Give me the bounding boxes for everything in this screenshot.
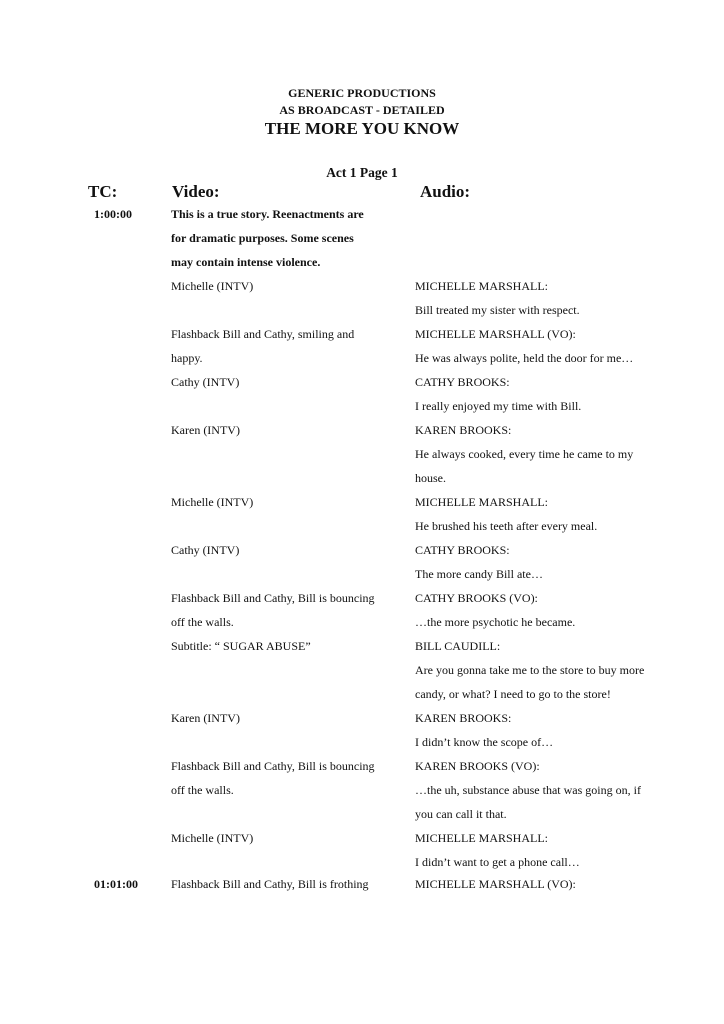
video-line: Michelle (INTV)	[171, 495, 254, 509]
video-line: Karen (INTV)	[171, 711, 240, 725]
audio-line: KAREN BROOKS (VO):	[415, 759, 540, 773]
audio-line: I didn’t know the scope of…	[415, 735, 554, 749]
video-column-header: Video:	[172, 182, 220, 201]
video-line: off the walls.	[171, 615, 234, 629]
video-line: Michelle (INTV)	[171, 831, 254, 845]
audio-line: you can call it that.	[415, 807, 507, 821]
audio-line: CATHY BROOKS:	[415, 543, 510, 557]
show-title: THE MORE YOU KNOW	[264, 119, 460, 138]
document-type: AS BROADCAST - DETAILED	[279, 103, 445, 117]
audio-line: KAREN BROOKS:	[415, 423, 512, 437]
audio-line: MICHELLE MARSHALL:	[415, 495, 548, 509]
act-page-label: Act 1 Page 1	[326, 165, 398, 180]
video-line: This is a true story. Reenactments are	[171, 207, 364, 221]
audio-line: The more candy Bill ate…	[415, 567, 543, 581]
audio-line: …the uh, substance abuse that was going on, if	[415, 783, 641, 797]
video-line: off the walls.	[171, 783, 234, 797]
audio-line: …the more psychotic he became.	[415, 615, 576, 629]
video-line: Michelle (INTV)	[171, 279, 254, 293]
video-line: Flashback Bill and Cathy, Bill is bouncing	[171, 591, 375, 605]
audio-line: MICHELLE MARSHALL:	[415, 279, 548, 293]
audio-line: CATHY BROOKS:	[415, 375, 510, 389]
video-line: Karen (INTV)	[171, 423, 240, 437]
audio-line: Are you gonna take me to the store to buy more	[415, 663, 645, 677]
audio-line: I didn’t want to get a phone call…	[415, 855, 580, 869]
audio-line: He brushed his teeth after every meal.	[415, 519, 598, 533]
timecode: 01:01:00	[94, 877, 138, 891]
audio-line: He always cooked, every time he came to my	[415, 447, 634, 461]
audio-line: BILL CAUDILL:	[415, 639, 501, 653]
audio-line: He was always polite, held the door for me…	[415, 351, 634, 365]
video-line: Flashback Bill and Cathy, smiling and	[171, 327, 355, 341]
production-company: GENERIC PRODUCTIONS	[288, 86, 436, 100]
audio-line: MICHELLE MARSHALL (VO):	[415, 327, 576, 341]
audio-line: Bill treated my sister with respect.	[415, 303, 580, 317]
audio-line: MICHELLE MARSHALL:	[415, 831, 548, 845]
video-line: Subtitle: “ SUGAR ABUSE”	[171, 639, 311, 653]
video-line: Cathy (INTV)	[171, 543, 240, 557]
video-line: for dramatic purposes. Some scenes	[171, 231, 354, 245]
audio-line: MICHELLE MARSHALL (VO):	[415, 877, 576, 891]
timecode: 1:00:00	[94, 207, 132, 221]
video-line: Flashback Bill and Cathy, Bill is frothing	[171, 877, 369, 891]
audio-line: KAREN BROOKS:	[415, 711, 512, 725]
video-line: Flashback Bill and Cathy, Bill is bouncing	[171, 759, 375, 773]
video-line: may contain intense violence.	[171, 255, 321, 269]
audio-line: I really enjoyed my time with Bill.	[415, 399, 582, 413]
audio-column-header: Audio:	[420, 182, 471, 201]
video-line: Cathy (INTV)	[171, 375, 240, 389]
audio-line: house.	[415, 471, 446, 485]
video-line: happy.	[171, 351, 203, 365]
audio-line: CATHY BROOKS (VO):	[415, 591, 538, 605]
audio-line: candy, or what? I need to go to the store!	[415, 687, 611, 701]
tc-column-header: TC:	[88, 182, 118, 201]
